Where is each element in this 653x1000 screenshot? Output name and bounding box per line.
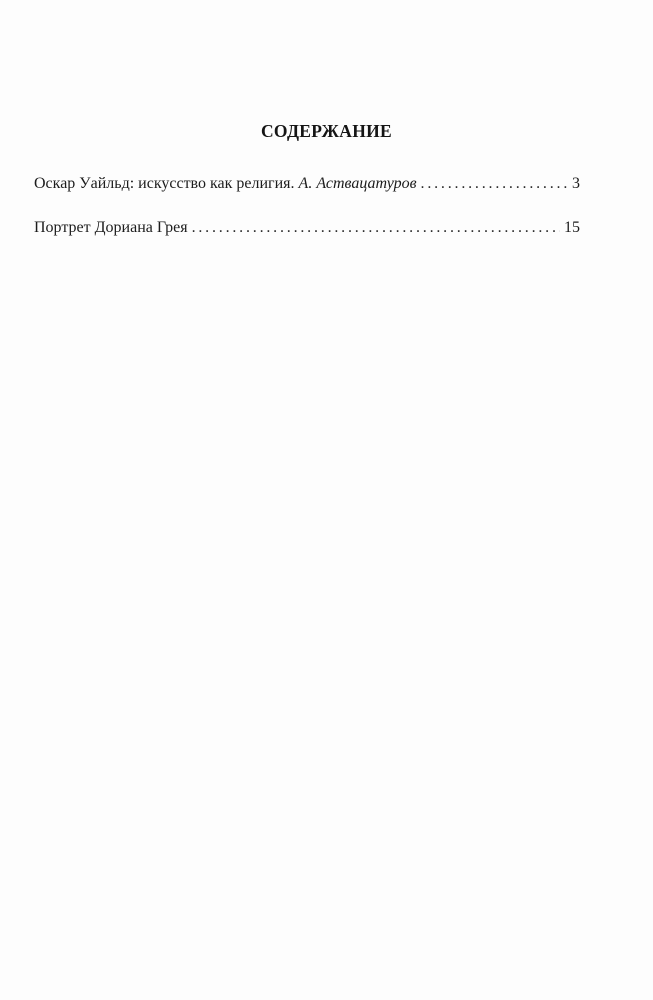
- toc-entry-wilde-essay[interactable]: [34, 175, 580, 193]
- toc-entry-title: Портрет Дориана Грея: [34, 219, 188, 236]
- dot-leader: [192, 219, 560, 237]
- toc-entry-page-number: 15: [564, 219, 580, 236]
- toc-entry-dorian-gray[interactable]: [34, 219, 580, 237]
- toc-entry-text: [34, 175, 417, 193]
- toc-entry-page-number: 3: [572, 175, 580, 192]
- dot-leader: [421, 175, 568, 193]
- toc-title: СОДЕРЖАНИЕ: [260, 121, 392, 141]
- toc-entry-title: Оскар Уайльд: искусство как религия.: [34, 175, 295, 192]
- toc-entry-author: А. Аствацатуров: [298, 175, 417, 192]
